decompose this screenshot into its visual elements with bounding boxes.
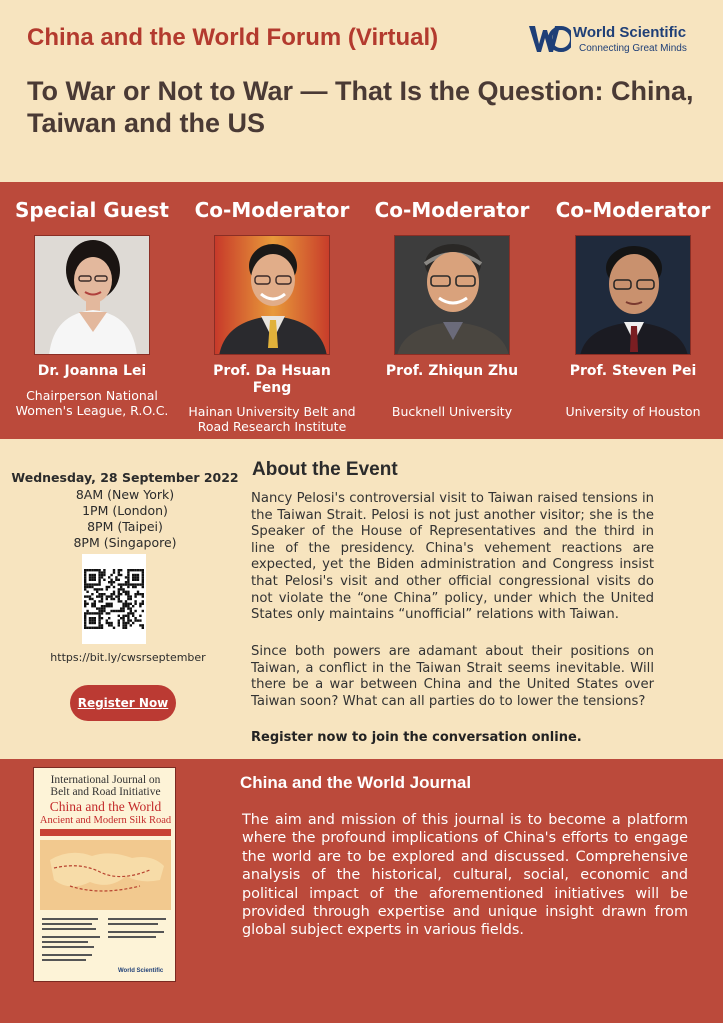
map-icon xyxy=(40,840,171,910)
speaker-role: Co-Moderator xyxy=(374,198,530,222)
event-time: 8PM (Taipei) xyxy=(87,519,163,534)
event-date: Wednesday, 28 September 2022 xyxy=(11,470,239,485)
event-time: 1PM (London) xyxy=(82,503,168,518)
forum-title: China and the World Forum (Virtual) xyxy=(27,24,439,51)
publisher-tagline: Connecting Great Minds xyxy=(579,43,687,54)
event-title: To War or Not to War — That Is the Question: China, Taiwan and the US xyxy=(27,76,694,138)
speaker-name: Prof. Da Hsuan Feng xyxy=(213,363,331,396)
journal-description: The aim and mission of this journal is to become a platform where the profound implications of China's efforts to engage the world are to be explored and discussed. Comprehensive analysis of the historical, cultural, social, economic and political impact of the aforementioned initiatives will be provided through expertise and unique insight drawn from global subject experts in various fields. xyxy=(242,812,688,939)
about-paragraph: Since both powers are adamant about their positions on Taiwan, a conflict in the Taiwan Strait seems inevitable. Will there be a war between China and the United States over Taiwan soon? What can all parties do to lower the tensions? xyxy=(251,644,654,709)
speaker-photo xyxy=(394,235,510,355)
header xyxy=(0,0,723,182)
journal-cover xyxy=(33,767,176,982)
cover-subtitle: Ancient and Modern Silk Road xyxy=(39,815,172,826)
speaker-photo xyxy=(34,235,150,355)
cover-contents-decoration xyxy=(42,916,169,966)
about-call-to-action: Register now to join the conversation online. xyxy=(251,730,582,745)
speaker-affiliation: Bucknell University xyxy=(391,404,513,419)
speaker-photo xyxy=(214,235,330,355)
speaker-role: Co-Moderator xyxy=(194,198,350,222)
speaker-affiliation: Hainan University Belt and Road Research Institute xyxy=(188,404,356,434)
register-button[interactable]: Register Now xyxy=(70,685,176,721)
event-time: 8AM (New York) xyxy=(75,487,175,502)
journal-heading: China and the World Journal xyxy=(240,773,472,792)
cover-journal-title: China and the World xyxy=(49,799,162,814)
about-paragraph: Nancy Pelosi's controversial visit to Taiwan raised tensions in the Taiwan Strait. Pelosi is not just another visitor; she is the Speaker of the House of Representatives and the third in line of the presidency. China's vehement reactions are expected, yet the Biden administration and Congress insist that Pelosi's visit and other official congressional visits do not violate the “one China” policy, under which the United States only maintains “unofficial” relations with Taiwan. xyxy=(251,491,654,623)
journal-section xyxy=(0,759,723,1023)
world-scientific-logo-icon xyxy=(527,22,571,54)
speaker-photo xyxy=(575,235,691,355)
cover-series-title: International Journal on Belt and Road Initiative xyxy=(50,774,161,798)
about-heading: About the Event xyxy=(252,459,398,480)
speakers-section xyxy=(0,182,723,439)
cover-band xyxy=(40,829,171,836)
qr-code-icon[interactable] xyxy=(82,554,146,644)
registration-link[interactable]: https://bit.ly/cwsrseptember xyxy=(50,651,206,664)
speaker-affiliation: University of Houston xyxy=(565,404,701,419)
speaker-role: Co-Moderator xyxy=(555,198,711,222)
publisher-logo xyxy=(527,20,707,60)
speaker-affiliation: Chairperson National Women's League, R.O.C. xyxy=(15,388,169,418)
publisher-name: World Scientific xyxy=(573,24,687,41)
speaker-name: Prof. Zhiqun Zhu xyxy=(385,363,519,379)
speaker-role: Special Guest xyxy=(15,198,169,222)
speaker-name: Dr. Joanna Lei xyxy=(37,363,147,379)
event-time: 8PM (Singapore) xyxy=(73,535,177,550)
event-section xyxy=(0,439,723,759)
cover-publisher: World Scientific xyxy=(118,968,164,974)
speaker-name: Prof. Steven Pei xyxy=(569,363,697,379)
